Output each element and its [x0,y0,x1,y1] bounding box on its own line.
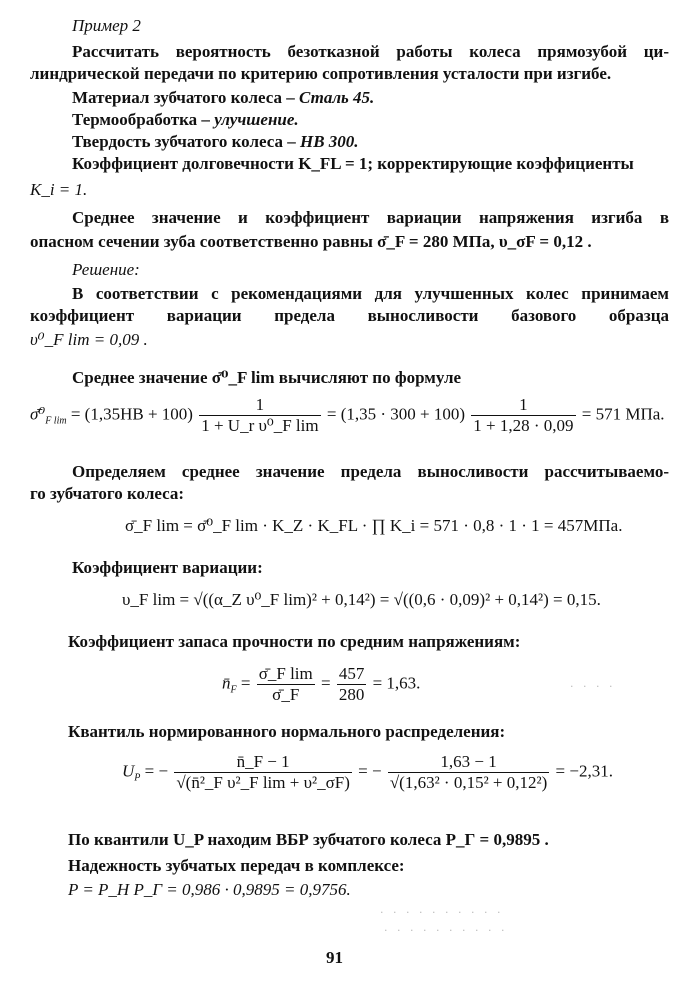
equation-4: $n̄_F$ = $\frac{\text{σ̄\_F lim}}{\sigmā\_F}$ = $\frac{457}{280}$ = 1,63. [222,664,421,704]
eq4-fraction-1 [257,664,315,705]
eq1-num2: 1 [471,395,575,416]
eq5-fraction-2 [388,752,549,793]
equation-3: υ_F lim = √((α_Z υ⁰_F lim)² + 0,14²) = √((0,6 · 0,09)² + 0,14²) = 0,15. [122,590,601,609]
eq1-den2: 1 + 1,28 · 0,09 [473,416,574,435]
hardness-value: НВ 300. [300,132,359,151]
eq1-lhs-sub: F lim [45,415,67,427]
equation-2: σ̄_F lim = σ̄⁰_F lim · K_Z · K_FL · ∏ K_i = 571 · 0,8 · 1 · 1 = 457МПа. [125,516,623,535]
eq4-den2: 280 [338,685,365,704]
material-label: Материал зубчатого колеса – [72,88,300,107]
example-title: Пример 2 [72,16,141,35]
safety-title: Коэффициент запаса прочности по средним напряжениям: [68,632,521,651]
hardness-label: Твердость зубчатого колеса – [72,132,300,151]
eq1-result: = 571 МПа. [581,404,665,424]
material-value: Сталь 45. [299,88,375,107]
formula-1-intro: Среднее значение σ̄⁰_F lim вычисляют по формуле [72,368,462,387]
ki-line: K_i = 1. [30,180,88,199]
eq5-result: = −2,31. [555,761,613,781]
final-line-1: По квантили U_P находим ВБР зубчатого колеса P_Г = 0,9895 . [68,830,549,849]
eq1-fraction-2 [471,395,575,436]
scan-noise-1: · · · · · · · · · · [380,906,504,919]
eq5-den2: √(1,63² · 0,15² + 0,12²) [389,773,548,792]
quantile-title: Квантиль нормированного нормального распределения: [68,722,506,741]
eq5-num1: n̄_F − 1 [174,752,352,773]
task-line-2: линдрической передачи по критерию сопротивления усталости при изгибе. [30,64,612,83]
eq4-result: = 1,63. [372,673,421,693]
durability-line: Коэффициент долговечности K_FL = 1; корректирующие коэффициенты [72,154,634,173]
eq1-fraction-1 [199,395,320,436]
eq4-num1: σ̄_F lim [258,664,313,683]
heat-line [72,110,299,130]
eq4-lhs-sub: F [230,684,237,696]
hardness-line [72,132,359,152]
mean-line-2: опасном сечении зуба соответственно равны σ̄_F = 280 МПа, υ_σF = 0,12 . [30,232,592,251]
eq4-fraction-2 [337,664,367,705]
heat-value: улучшение. [214,110,299,129]
scan-noise-3: · · · · [570,680,616,693]
heat-label: Термообработка – [72,110,215,129]
eq5-den1: √(n̄²_F υ²_F lim + υ²_σF) [176,773,350,792]
solution-line-3: υ⁰_F lim = 0,09 . [30,330,148,349]
eq4-den1: σ̄_F [272,685,300,704]
solution-line-2: коэффициент вариации предела выносливости базового образца [30,306,669,325]
page-number: 91 [326,948,343,967]
eq4-num2: 457 [338,664,365,683]
limit-line-1: Определяем среднее значение предела выносливости рассчитываемо- [72,462,669,481]
eq1-lhs: σ̄⁰ [30,404,46,424]
task-line-1: Рассчитать вероятность безотказной работы колеса прямозубой ци- [72,42,669,61]
eq5-lhs-sub: P [134,772,141,784]
eq5-num2: 1,63 − 1 [388,752,549,773]
eq1-num1: 1 [199,395,320,416]
eq4-lhs: n̄ [222,673,231,693]
equation-5: $U_P$ = − $\frac{n̄\_F - 1}{\text{√(n̄²\_F υ²\_F lim + υ²\_σF)}}$ = − $\frac{1,63 - 1}{\text{√(1,63² · 0,15² + 0,12²)}}$ = −2,31. [122,752,613,792]
eq1-den1: 1 + U_r υ⁰_F lim [201,416,319,435]
material-line [72,88,374,108]
final-line-3: P = P_H P_Г = 0,986 · 0,9895 = 0,9756. [68,880,351,899]
eq5-fraction-1 [174,752,352,793]
scan-noise-2: · · · · · · · · · · [384,924,508,937]
eq1-part2: = (1,35 · 300 + 100) [326,404,466,424]
eq1-part1: = (1,35HB + 100) [70,404,193,424]
solution-title: Решение: [72,260,140,279]
limit-line-2: го зубчатого колеса: [30,484,185,503]
final-line-2: Надежность зубчатых передач в комплексе: [68,856,405,875]
variation-title: Коэффициент вариации: [72,558,263,577]
mean-line-1: Среднее значение и коэффициент вариации напряжения изгиба в [72,208,669,227]
eq5-lhs: U [122,761,135,781]
equation-1 [30,395,665,436]
solution-line-1: В соответствии с рекомендациями для улучшенных колес принимаем [72,284,669,303]
